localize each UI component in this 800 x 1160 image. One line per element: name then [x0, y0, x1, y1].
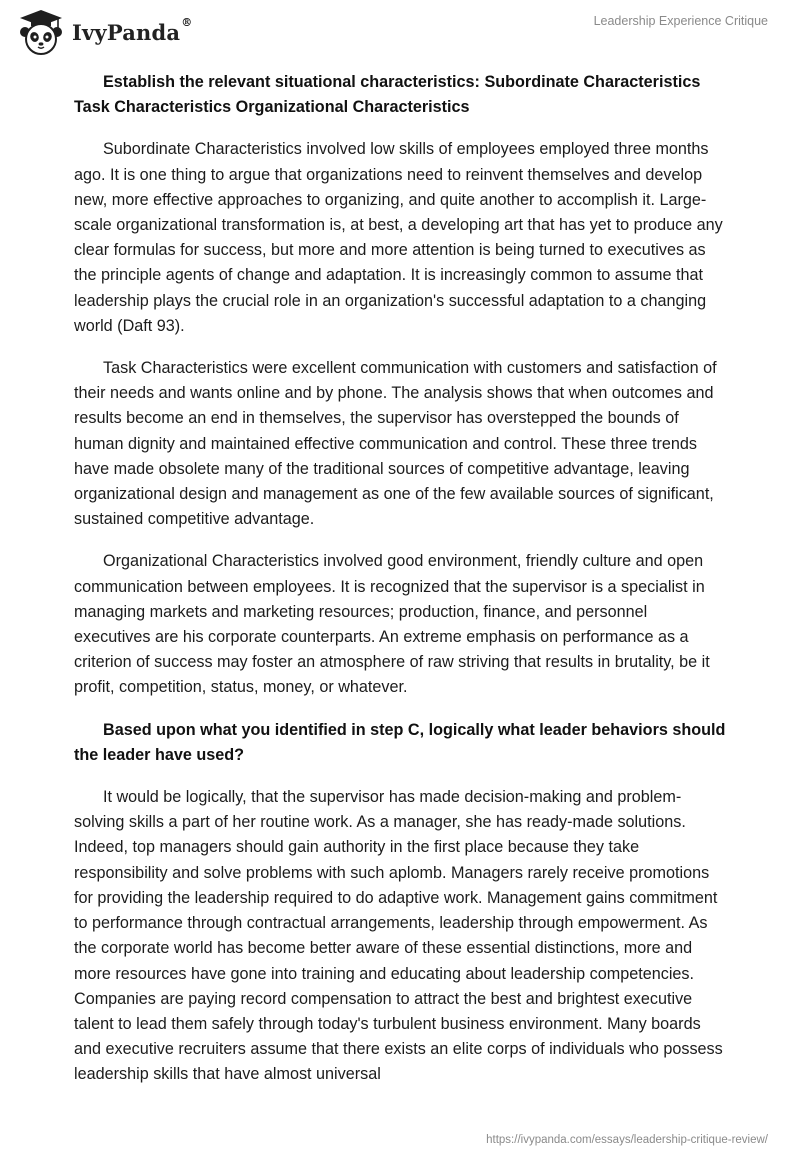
section-heading-leader-behaviors: Based upon what you identified in step C, logically what leader behaviors should the leader have used?	[74, 720, 726, 764]
essay-body	[74, 70, 726, 1105]
paragraph-leader-behaviors: It would be logically, that the supervisor has made decision-making and problem-solving skills a part of her routine work. As a manager, she has ready-made solutions. Indeed, top managers should gain authority in the first place because they take responsibility and solve problems with such aplomb. Managers rarely receive promotions for providing the leadership required to do adaptive work. Management gains commitment to performance through contractual arrangements, leadership through empowerment. As the corporate world has become better aware of these essential distinctions, more and more resources have gone into training and educating about leadership competencies. Companies are paying record compensation to attract the best and brightest executive talent to lead them safely through today's turbulent business environment. Many boards and executive recruiters assume that there exists an elite corps of individuals who possess leadership skills that have almost universal	[74, 788, 723, 1084]
ivypanda-logo[interactable]	[16, 8, 192, 56]
paragraph-task: Task Characteristics were excellent communication with customers and satisfaction of their needs and wants online and by phone. The analysis shows that when outcomes and results become an end in themselves, the supervisor has overstepped the bounds of human dignity and maintained effective communication and control. These three trends have made obsolete many of the traditional sources of competitive advantage, leaving organizational design and management as one of the few available sources of significant, sustained competitive advantage.	[74, 359, 717, 529]
document-title: Leadership Experience Critique	[593, 14, 768, 28]
panda-graduate-icon	[16, 8, 66, 56]
source-url[interactable]: https://ivypanda.com/essays/leadership-critique-review/	[486, 1134, 768, 1146]
paragraph-subordinate: Subordinate Characteristics involved low skills of employees employed three months ago. It is one thing to argue that organizations need to reinvent themselves and develop new, more effective approaches to organizing, and quite another to accomplish it. Large-scale organizational transformation is, at best, a developing art that has yet to produce any clear formulas for success, but more and more attention is being turned to executives as the principle agents of change and adaptation. It is increasingly common to assume that leadership plays the crucial role in an organization's successful adaptation to a changing world (Daft 93).	[74, 140, 723, 335]
section-heading-situational: Establish the relevant situational characteristics: Subordinate Characteristics Task Characteristics Organizational Characteristics	[74, 73, 701, 117]
paragraph-organizational: Organizational Characteristics involved good environment, friendly culture and open communication between employees. It is recognized that the supervisor is a specialist in managing markets and marketing resources; production, finance, and personnel executives are his corporate counterparts. An extreme emphasis on performance as a criterion of success may foster an atmosphere of raw striving that results in brutality, be it profit, competition, status, money, or whatever.	[74, 552, 710, 697]
brand-name: IvyPanda®	[72, 15, 193, 45]
page-header	[0, 0, 800, 70]
registered-mark: ®	[181, 15, 193, 29]
